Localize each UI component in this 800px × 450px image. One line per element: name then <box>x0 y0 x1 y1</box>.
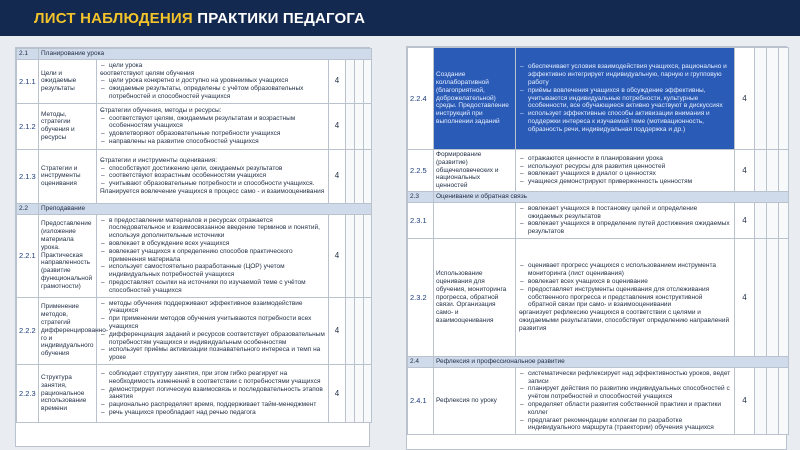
indicator-item: – отражаются ценности в планировании урока <box>519 155 731 163</box>
empty-rating-cell[interactable] <box>346 364 355 422</box>
indicator-item: – использует самостоятельно разработанные (ЦОР) учетом индивидуальных потребностей учащихся <box>100 263 325 279</box>
indicator-item: – направлены на развитие способностей учащихся <box>100 138 325 146</box>
section-title: Планирование урока <box>39 49 372 60</box>
empty-rating-cell[interactable] <box>364 364 372 422</box>
criterion-description <box>516 238 735 356</box>
score-cell: 4 <box>329 59 346 103</box>
criterion-row <box>17 214 372 297</box>
empty-rating-cell[interactable] <box>346 59 355 103</box>
indicator-item: – в предоставлении материалов и ресурсах отражается последовательное и взаимосвязанное введение терминов и понятий, используя дополнительные источники <box>100 217 325 240</box>
criterion-description <box>516 150 735 192</box>
criterion-name: Формирование (развитие) общечеловеческих и национальных ценностей <box>434 150 516 192</box>
indicator-item: – при применении методов обучения учитываются потребности всех учащихся <box>100 315 325 331</box>
criterion-row <box>17 364 372 422</box>
empty-rating-cell[interactable] <box>346 297 355 364</box>
indicator-item: – соблюдает структуру занятия, при этом гибко реагирует на необходимость изменений в соответствии с потребностями учащихся <box>100 370 325 386</box>
empty-rating-cell[interactable] <box>355 103 364 149</box>
section-number: 2.3 <box>408 191 434 202</box>
indicator-item: – организует рефлексию учащихся в соответствии с целями и ожидаемыми результатами, способствует определению направлений развития <box>519 309 731 332</box>
indicator-item: – вовлекает учащихся в определение путей достижения ожидаемых результатов <box>519 220 731 236</box>
empty-rating-cell[interactable] <box>779 202 789 238</box>
empty-rating-cell[interactable] <box>355 149 364 203</box>
left-observation-table <box>16 48 372 423</box>
header-bar <box>0 0 800 36</box>
criterion-name: Предоставление (изложение материала урока. Практическая направленность (развитие функциональной грамотности) <box>39 214 97 297</box>
indicator-item: – вовлекает в обсуждение всех учащихся <box>100 240 325 248</box>
criterion-number: 2.2.2 <box>17 297 39 364</box>
criterion-row <box>408 150 789 192</box>
criterion-row <box>17 103 372 149</box>
criterion-name: Применение методов, стратегий дифференцированно-го и индивидуального обучения <box>39 297 97 364</box>
criterion-name: Стратегии и инструменты оценивания <box>39 149 97 203</box>
indicator-item: – определяет области развития собственной практики и практики коллег <box>519 401 731 417</box>
score-cell: 4 <box>735 48 755 150</box>
section-row <box>17 203 372 214</box>
empty-rating-cell[interactable] <box>364 149 372 203</box>
indicator-item: – учащиеся демонстрируют приверженность ценностям <box>519 178 731 186</box>
indicator-list <box>519 155 731 186</box>
indicator-item: – использует эффективные способы активизации внимания и поддержки интереса к изучаемой теме (мотивационность, образность речи, индивидуальная поддержка и др.) <box>519 110 731 133</box>
indicator-item: – дифференциация заданий и ресурсов соответствует образовательным потребностям учащихся и индивидуальным особенностям <box>100 331 325 347</box>
criterion-number: 2.3.2 <box>408 238 434 356</box>
indicator-item: – предлагает рекомендации коллегам по разработке индивидуального маршрута (траектории) обучения учащихся <box>519 417 731 433</box>
indicator-item: – демонстрирует логическую взаимосвязь и последовательность этапов занятия <box>100 386 325 402</box>
section-title: Преподавание <box>39 203 372 214</box>
empty-rating-cell[interactable] <box>755 150 767 192</box>
indicator-item: – ожидаемые результаты, определены с учётом образовательных потребностей и способностей учащихся <box>100 85 325 101</box>
indicator-item: – вовлекает учащихся к определению способов практического применения материала <box>100 248 325 264</box>
indicator-list <box>519 63 731 133</box>
empty-rating-cell[interactable] <box>779 238 789 356</box>
score-cell: 4 <box>735 367 755 434</box>
criterion-description <box>516 202 735 238</box>
empty-rating-cell[interactable] <box>755 367 767 434</box>
section-title: Оценивание и обратная связь <box>434 191 789 202</box>
criterion-name: Рефлексия по уроку <box>434 367 516 434</box>
indicator-item: – обеспечивает условия взаимодействия учащихся, рационально и эффективно интегрирует индивидуальную, парную и групповую работу <box>519 63 731 86</box>
indicator-item: – систематически рефлексирует над эффективностью уроков, ведет записи <box>519 370 731 386</box>
empty-rating-cell[interactable] <box>355 214 364 297</box>
indicator-item: – предоставляет инструменты оценивания для отслеживания собственного прогресса и представления конструктивной обратной связи при само- и взаимооценивании <box>519 286 731 309</box>
criterion-number: 2.1.3 <box>17 149 39 203</box>
empty-rating-cell[interactable] <box>779 150 789 192</box>
criterion-name: Использование оценивания для обучения, мониторинга прогресса, обратной связи. Организация само- и взаимооценивания <box>434 238 516 356</box>
criterion-number: 2.1.2 <box>17 103 39 149</box>
indicator-item: – Планируется вовлечение учащихся в процесс само - и взаимооценивания <box>100 188 325 196</box>
score-cell: 4 <box>329 149 346 203</box>
indicator-list <box>100 107 325 146</box>
indicator-item: – оценивает прогресс учащихся с использованием инструмента мониторинга (лист оценивания) <box>519 262 731 278</box>
indicator-item: – использует приёмы активизации познавательного интереса и темп на уроке <box>100 346 325 362</box>
score-cell: 4 <box>329 214 346 297</box>
empty-rating-cell[interactable] <box>767 150 779 192</box>
criterion-number: 2.2.5 <box>408 150 434 192</box>
indicator-item: – удовлетворяют образовательные потребности учащихся <box>100 130 325 138</box>
score-cell: 4 <box>735 238 755 356</box>
criterion-description <box>516 367 735 434</box>
section-number: 2.2 <box>17 203 39 214</box>
criterion-name: Методы, стратегии обучения и ресурсы <box>39 103 97 149</box>
right-observation-table <box>407 47 789 435</box>
empty-rating-cell[interactable] <box>346 149 355 203</box>
section-row <box>408 191 789 202</box>
criterion-name: Цели и ожидаемые результаты <box>39 59 97 103</box>
empty-rating-cell[interactable] <box>346 103 355 149</box>
criterion-description <box>97 297 329 364</box>
indicator-item: – вовлекает всех учащихся в оценивание <box>519 278 731 286</box>
indicator-list <box>100 62 325 101</box>
section-number: 2.4 <box>408 356 434 367</box>
indicator-list <box>519 370 731 432</box>
criterion-name <box>434 202 516 238</box>
section-row <box>17 49 372 60</box>
criterion-number: 2.1.1 <box>17 59 39 103</box>
indicator-item: – рационально распределяет время, поддерживает тайм-менеджмент <box>100 401 325 409</box>
title-highlight: ЛИСТ НАБЛЮДЕНИЯ <box>34 10 193 27</box>
criterion-row <box>17 149 372 203</box>
indicator-item: – цели урока конкретно и доступно на уровнеимых учащихся <box>100 77 325 85</box>
criterion-row <box>17 59 372 103</box>
empty-rating-cell[interactable] <box>355 364 364 422</box>
indicator-list <box>100 300 325 362</box>
indicator-item: – Стратегии и инструменты оценивания: <box>100 157 325 165</box>
empty-rating-cell[interactable] <box>779 48 789 150</box>
indicator-list <box>100 370 325 417</box>
criterion-row <box>408 48 789 150</box>
indicator-item: – Стратегии обучения, методы и ресурсы: <box>100 107 325 115</box>
indicator-item: – речь учащихся преобладает над речью педагога <box>100 409 325 417</box>
score-cell: 4 <box>735 150 755 192</box>
score-cell: 4 <box>329 297 346 364</box>
indicator-list <box>100 157 325 196</box>
empty-rating-cell[interactable] <box>767 202 779 238</box>
section-number: 2.1 <box>17 49 39 60</box>
title-rest: ПРАКТИКИ ПЕДАГОГА <box>192 10 366 27</box>
indicator-list <box>519 262 731 332</box>
indicator-item: – используют ресурсы для развития ценностей <box>519 163 731 171</box>
criterion-row <box>408 367 789 434</box>
empty-rating-cell[interactable] <box>779 367 789 434</box>
criterion-description <box>97 364 329 422</box>
empty-rating-cell[interactable] <box>346 214 355 297</box>
indicator-item: – соответствуют целям обучения <box>100 70 325 78</box>
indicator-item: – планирует действия по развитию индивидуальных способностей с учётом потребностей и способностей учащихся <box>519 385 731 401</box>
indicator-item: – методы обучения поддерживают эффективное взаимодействие учащихся <box>100 300 325 316</box>
criterion-number: 2.3.1 <box>408 202 434 238</box>
criterion-description <box>97 103 329 149</box>
indicator-item: – цели урока <box>100 62 325 70</box>
empty-rating-cell[interactable] <box>767 48 779 150</box>
criterion-description <box>97 59 329 103</box>
empty-rating-cell[interactable] <box>364 59 372 103</box>
indicator-list <box>519 205 731 236</box>
indicator-item: – соответствуют возрастным особенностям учащихся <box>100 172 325 180</box>
criterion-number: 2.2.1 <box>17 214 39 297</box>
criterion-row <box>17 297 372 364</box>
indicator-item: – предоставляет ссылки на источники по изучаемой теме с учётом способностей учащихся <box>100 279 325 295</box>
empty-rating-cell[interactable] <box>755 202 767 238</box>
criterion-number: 2.2.3 <box>17 364 39 422</box>
criterion-description <box>97 214 329 297</box>
section-title: Рефлексия и профессиональное развитие <box>434 356 789 367</box>
criterion-name: Создание коллаборативной (благоприятной, доброжелательной) среды. Предоставление инструкций при выполнении заданий <box>434 48 516 150</box>
empty-rating-cell[interactable] <box>767 367 779 434</box>
section-row <box>408 356 789 367</box>
indicator-item: – соответствуют целям, ожидаемым результатам и возрастным особенностям учащихся <box>100 115 325 131</box>
page-title <box>34 10 365 27</box>
empty-rating-cell[interactable] <box>364 214 372 297</box>
criterion-number: 2.2.4 <box>408 48 434 150</box>
criterion-description <box>516 48 735 150</box>
score-cell: 4 <box>329 103 346 149</box>
empty-rating-cell[interactable] <box>355 297 364 364</box>
score-cell: 4 <box>329 364 346 422</box>
indicator-item: – вовлекает учащихся в постановку целей и определение ожидаемых результатов <box>519 205 731 221</box>
criterion-number: 2.4.1 <box>408 367 434 434</box>
score-cell: 4 <box>735 202 755 238</box>
right-panel <box>406 46 787 450</box>
indicator-list <box>100 217 325 295</box>
empty-rating-cell[interactable] <box>355 59 364 103</box>
criterion-name: Структура занятия, рациональное использование времени <box>39 364 97 422</box>
empty-rating-cell[interactable] <box>755 238 767 356</box>
empty-rating-cell[interactable] <box>364 297 372 364</box>
indicator-item: – приёмы вовлечения учащихся в обсуждение эффективны, учитываются индивидуальные потребности, культурные особенности, все обучающиеся активно участвуют в дискуссиях <box>519 87 731 110</box>
indicator-item: – учитывают образовательные потребности и способности учащихся. <box>100 180 325 188</box>
indicator-item: – вовлекает учащихся в диалог о ценностях <box>519 170 731 178</box>
empty-rating-cell[interactable] <box>767 238 779 356</box>
criterion-row <box>408 238 789 356</box>
indicator-item: – способствуют достижению цели, ожидаемых результатов <box>100 165 325 173</box>
empty-rating-cell[interactable] <box>364 103 372 149</box>
empty-rating-cell[interactable] <box>755 48 767 150</box>
left-panel <box>15 47 370 447</box>
criterion-description <box>97 149 329 203</box>
criterion-row <box>408 202 789 238</box>
